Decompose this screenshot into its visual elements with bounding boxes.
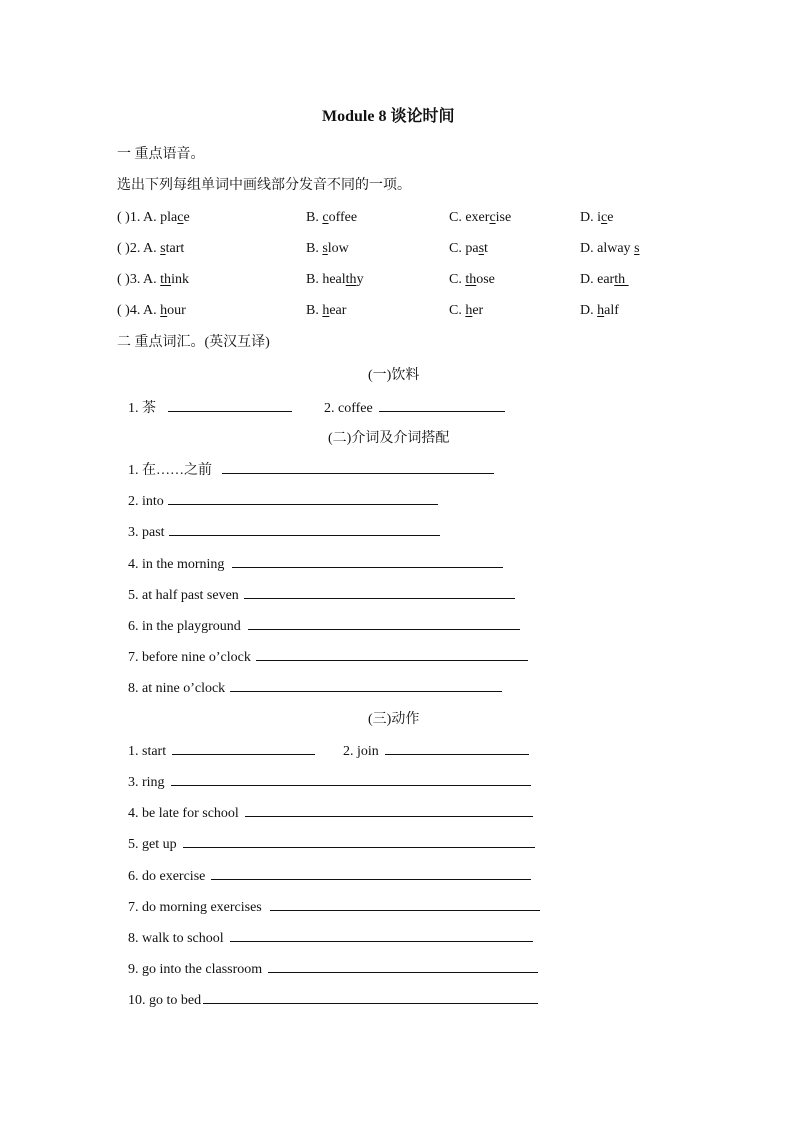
vocab-item: 3. past [128, 523, 440, 542]
vocab-item: 8. at nine o’clock [128, 679, 502, 698]
section2-heading: 二 重点词汇。(英汉互译) [117, 335, 270, 350]
vocab-item: 10. go to bed [128, 991, 538, 1010]
sub2-title: (二)介词及介词搭配 [328, 431, 450, 446]
vocab-item: 2. into [128, 492, 438, 511]
answer-blank[interactable] [256, 648, 528, 661]
vocab-item: 5. get up [128, 835, 535, 854]
option-c: C. those [449, 272, 495, 287]
answer-blank[interactable] [230, 679, 502, 692]
answer-blank[interactable] [230, 929, 533, 942]
answer-blank[interactable] [172, 742, 315, 755]
vocab-item: 9. go into the classroom [128, 960, 538, 979]
vocab-item: 2. join [343, 742, 529, 761]
option-d: D. half [580, 303, 619, 318]
question-number: ( )1. A. [117, 210, 161, 225]
vocab-item: 7. before nine o’clock [128, 648, 528, 667]
vocab-item: 1. 茶 [128, 399, 292, 418]
vocab-item: 1. start [128, 742, 315, 761]
answer-blank[interactable] [244, 586, 515, 599]
option-b: B. slow [306, 241, 349, 256]
vocab-item: 3. ring [128, 773, 531, 792]
option-b: B. healthy [306, 272, 364, 287]
answer-blank[interactable] [203, 991, 538, 1004]
answer-blank[interactable] [222, 461, 494, 474]
section1-heading: 一 重点语音。 [117, 147, 205, 162]
answer-blank[interactable] [232, 555, 503, 568]
answer-blank[interactable] [171, 773, 531, 786]
question-row: ( )3. A. think [117, 272, 189, 287]
question-number: ( )3. A. [117, 272, 161, 287]
sub1-title: (一)饮料 [368, 368, 420, 383]
vocab-item: 4. be late for school [128, 804, 533, 823]
vocab-item: 2. coffee [324, 399, 505, 418]
answer-blank[interactable] [379, 399, 505, 412]
vocab-item: 4. in the morning [128, 555, 503, 574]
vocab-item: 5. at half past seven [128, 586, 515, 605]
option-c: C. exercise [449, 210, 512, 225]
option-c: C. her [449, 303, 484, 318]
answer-blank[interactable] [248, 617, 520, 630]
option-a-pre: pla [160, 210, 178, 225]
vocab-item: 6. do exercise [128, 867, 531, 886]
question-row: ( )2. A. start [117, 241, 185, 256]
answer-blank[interactable] [211, 867, 531, 880]
option-b: B. hear [306, 303, 347, 318]
answer-blank[interactable] [245, 804, 533, 817]
answer-blank[interactable] [168, 399, 292, 412]
question-row [117, 209, 190, 227]
option-d: D. earth [580, 272, 629, 287]
option-c: C. past [449, 241, 488, 256]
vocab-item: 1. 在……之前 [128, 461, 494, 480]
answer-blank[interactable] [268, 960, 538, 973]
sub3-title: (三)动作 [368, 712, 420, 727]
vocab-item: 6. in the playground [128, 617, 520, 636]
vocab-item: 8. walk to school [128, 929, 533, 948]
question-number: ( )2. A. [117, 241, 161, 256]
answer-blank[interactable] [183, 835, 535, 848]
option-a-post: e [183, 210, 190, 225]
question-row: ( )4. A. hour [117, 303, 186, 318]
answer-blank[interactable] [270, 898, 540, 911]
answer-blank[interactable] [169, 523, 440, 536]
option-a-underline: c [177, 210, 184, 225]
page-title: Module 8 谈论时间 [322, 108, 455, 125]
option-b: B. coffee [306, 210, 358, 225]
option-d: D. ice [580, 210, 614, 225]
answer-blank[interactable] [168, 492, 438, 505]
section1-instruction: 选出下列每组单词中画线部分发音不同的一项。 [117, 178, 411, 193]
question-number: ( )4. A. [117, 303, 161, 318]
option-d: D. alway s [580, 241, 640, 256]
answer-blank[interactable] [385, 742, 529, 755]
vocab-item: 7. do morning exercises [128, 898, 540, 917]
